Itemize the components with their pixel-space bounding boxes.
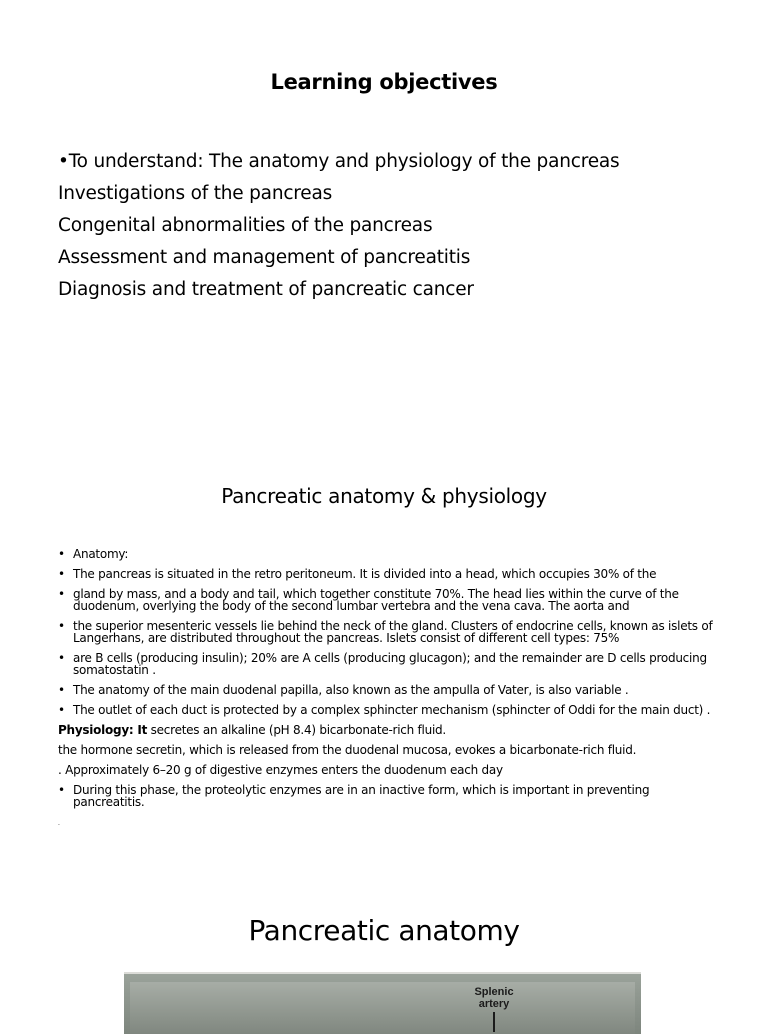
- bullet-item: [58, 784, 718, 808]
- bullet-item: [58, 620, 718, 644]
- slide-title: Pancreatic anatomy: [248, 914, 520, 947]
- bullet-icon: •: [58, 567, 65, 581]
- trailing-dot: .: [58, 820, 60, 827]
- bullet-item: [58, 704, 718, 716]
- slide-title: Learning objectives: [270, 70, 498, 94]
- bullet-item: [58, 568, 718, 580]
- bullet-icon: •: [58, 651, 65, 665]
- bullet-icon: •: [58, 619, 65, 633]
- objective-item: •To understand: The anatomy and physiology of the pancreas: [58, 151, 620, 172]
- secretin-line: the hormone secretin, which is released from the duodenal mucosa, evokes a bicarbonate-rich fluid.: [58, 743, 637, 757]
- enzymes-line: . Approximately 6–20 g of digestive enzymes enters the duodenum each day: [58, 763, 503, 777]
- slide-body: [58, 548, 718, 838]
- bullet-text: gland by mass, and a body and tail, which together constitute 70%. The head lies within the curve of the duodenum, overlying the body of the second lumbar vertebra and the vena cava. The aorta and: [73, 587, 679, 613]
- objective-item: Congenital abnormalities of the pancreas: [58, 215, 433, 236]
- bullet-icon: •: [58, 703, 65, 717]
- bullet-text: The outlet of each duct is protected by a complex sphincter mechanism (sphincter of Oddi for the main duct) .: [73, 703, 711, 717]
- bullet-icon: •: [58, 547, 65, 561]
- bullet-item: [58, 588, 718, 612]
- figure-photo: [130, 982, 635, 1034]
- bullet-text: The anatomy of the main duodenal papilla, also known as the ampulla of Vater, is also variable .: [73, 683, 629, 697]
- figure-label: Splenic artery: [474, 986, 514, 1010]
- bullet-text: The pancreas is situated in the retro peritoneum. It is divided into a head, which occupies 30% of the: [73, 567, 657, 581]
- objectives-list: [58, 148, 748, 308]
- bullet-item: [58, 652, 718, 676]
- bullet-text: are B cells (producing insulin); 20% are A cells (producing glucagon); and the remainder are D cells producing somatostatin .: [73, 651, 707, 677]
- bullet-item: [58, 548, 718, 560]
- bullet-item: [58, 684, 718, 696]
- label-pointer-icon: [493, 1012, 495, 1032]
- anatomy-figure: [124, 972, 641, 1034]
- bullet-icon: •: [58, 683, 65, 697]
- slide-learning-objectives: [0, 0, 768, 430]
- bullet-text: During this phase, the proteolytic enzymes are in an inactive form, which is important in preventing pancreatitis.: [73, 783, 650, 809]
- slide-title: Pancreatic anatomy & physiology: [221, 484, 547, 508]
- objective-item: Investigations of the pancreas: [58, 183, 333, 204]
- physiology-line: [58, 724, 718, 736]
- bullet-text: Anatomy:: [73, 547, 129, 561]
- bullet-icon: •: [58, 783, 65, 797]
- bullet-icon: •: [58, 587, 65, 601]
- objective-item: Assessment and management of pancreatitis: [58, 247, 471, 268]
- slide-anatomy-physiology: [0, 430, 768, 870]
- slide-pancreatic-anatomy: [0, 870, 768, 1024]
- physiology-label: Physiology: It: [58, 723, 148, 737]
- bullet-text: the superior mesenteric vessels lie behind the neck of the gland. Clusters of endocrine cells, known as islets of Langerhans, are distributed throughout the pancreas. Islets consist of different cell types: 75%: [73, 619, 713, 645]
- physiology-text: secretes an alkaline (pH 8.4) bicarbonate-rich fluid.: [147, 723, 446, 737]
- objective-item: Diagnosis and treatment of pancreatic cancer: [58, 279, 474, 300]
